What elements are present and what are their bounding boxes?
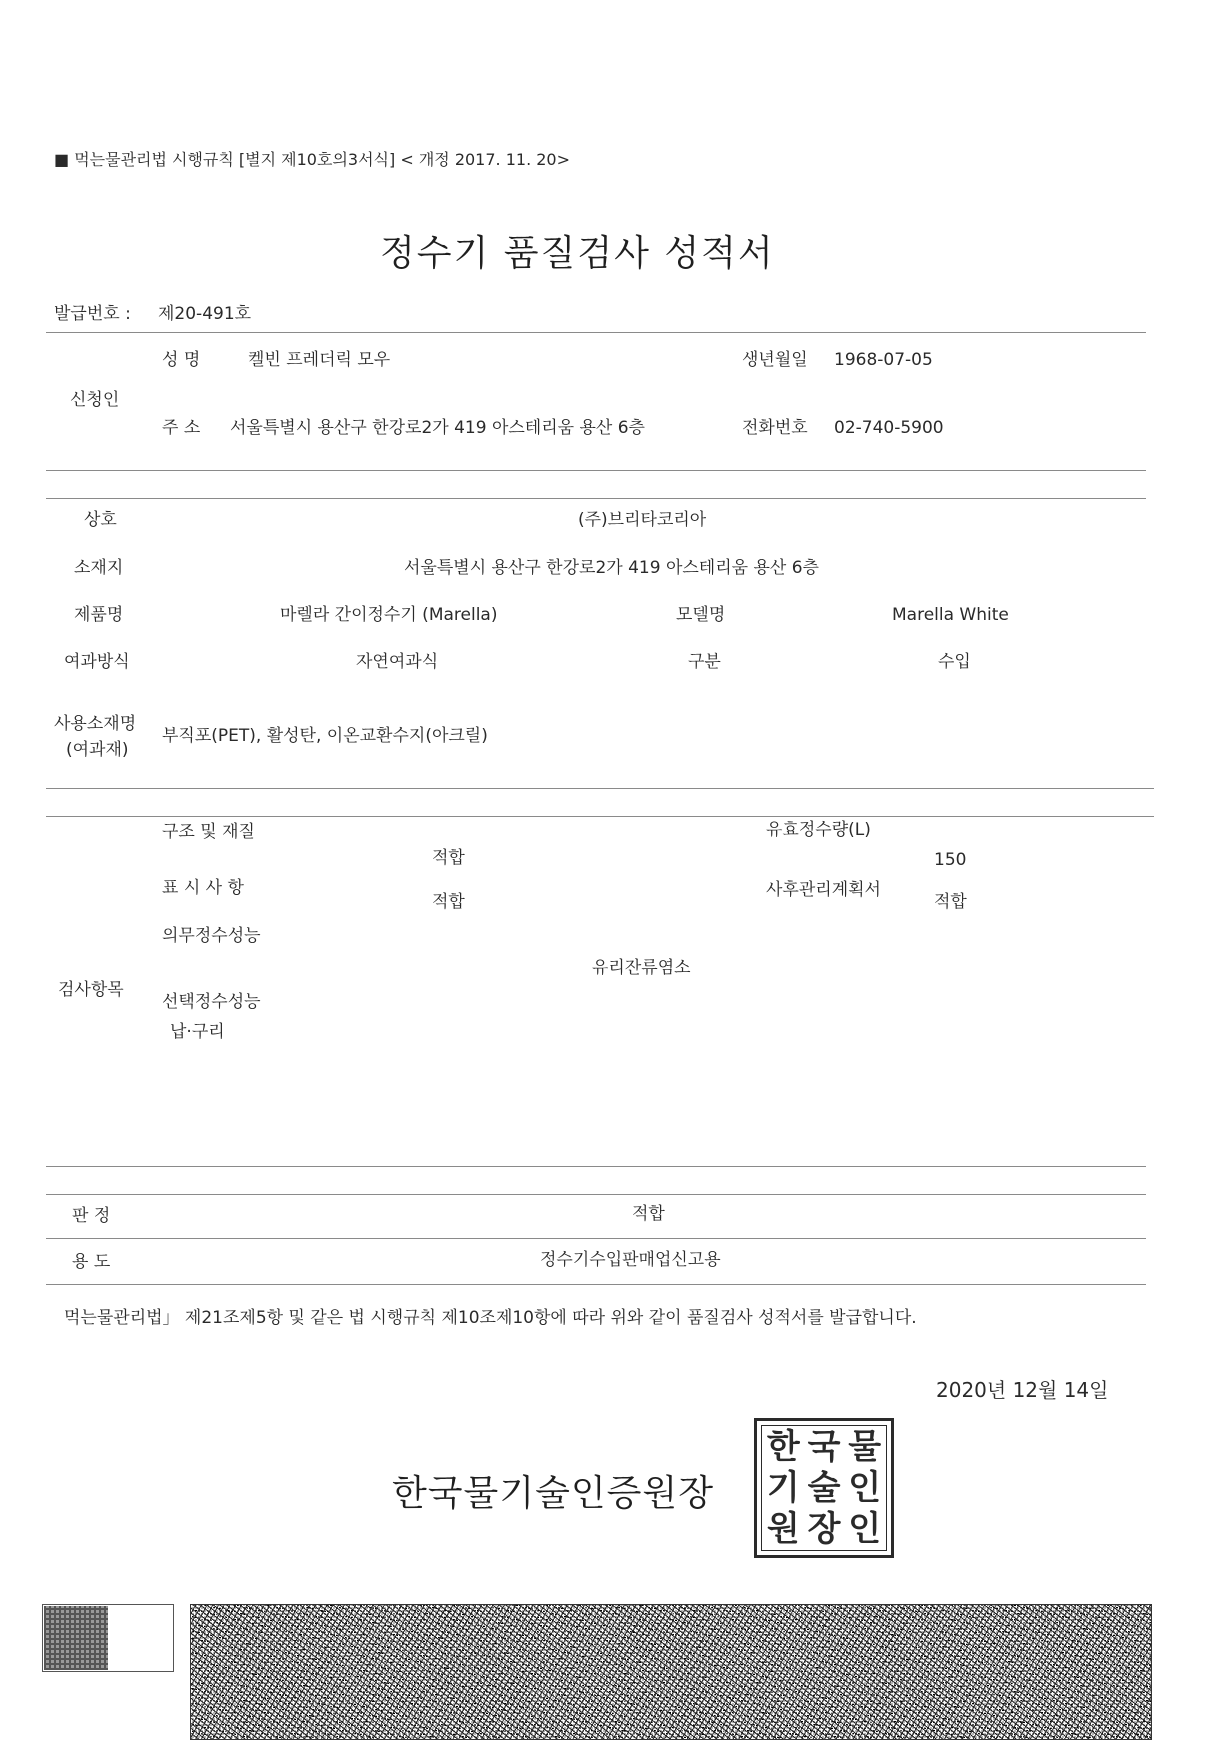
- mandatory-performance-value: 유리잔류염소: [592, 958, 691, 978]
- qr-code-icon: [44, 1606, 108, 1670]
- birth-date-label: 생년월일: [742, 350, 808, 370]
- material-label: 사용소재명: [54, 714, 137, 734]
- mandatory-performance-label: 의무정수성능: [162, 926, 261, 946]
- applicant-address: 서울특별시 용산구 한강로2가 419 아스테리움 용산 6층: [230, 418, 645, 438]
- capacity-label: 유효정수량(L): [766, 820, 871, 840]
- applicant-name: 켈빈 프레더릭 모우: [248, 350, 391, 370]
- marking-label: 표 시 사 항: [162, 878, 244, 898]
- inspection-section-label: 검사항목: [58, 980, 124, 1000]
- company-location-label: 소재지: [74, 558, 124, 578]
- seal-char: 인: [848, 1467, 882, 1508]
- phone-label: 전화번호: [742, 418, 808, 438]
- company-name: (주)브리타코리아: [578, 510, 707, 530]
- divider: [46, 470, 1146, 471]
- document-title: 정수기 품질검사 성적서: [380, 233, 775, 274]
- applicant-address-label: 주 소: [162, 418, 201, 438]
- company-name-label: 상호: [84, 510, 117, 530]
- issuer-name: 한국물기술인증원장: [392, 1473, 714, 1514]
- seal-char: 장: [807, 1508, 841, 1549]
- marking-result: 적합: [432, 892, 465, 912]
- optional-performance-value: 납·구리: [170, 1022, 225, 1042]
- company-location: 서울특별시 용산구 한강로2가 419 아스테리움 용산 6층: [404, 558, 819, 578]
- seal-characters: [763, 1427, 885, 1549]
- filter-method-label: 여과방식: [64, 652, 130, 672]
- divider: [46, 1238, 1146, 1239]
- model-name-label: 모델명: [676, 605, 726, 625]
- official-seal: [754, 1418, 894, 1558]
- seal-char: 국: [807, 1427, 841, 1468]
- divider: [46, 1284, 1146, 1285]
- issue-date: 2020년 12월 14일: [936, 1378, 1109, 1402]
- seal-char: 인: [848, 1508, 882, 1549]
- optional-performance-label: 선택정수성능: [162, 992, 261, 1012]
- applicant-section-label: 신청인: [70, 390, 120, 410]
- usage-value: 정수기수입판매업신고용: [540, 1250, 721, 1270]
- seal-char: 술: [807, 1467, 841, 1508]
- verdict-value: 적합: [632, 1204, 665, 1224]
- issuance-statement: 먹는물관리법」 제21조제5항 및 같은 법 시행규칙 제10조제10항에 따라 위와 같이 품질검사 성적서를 발급합니다.: [64, 1308, 917, 1328]
- divider: [46, 498, 1146, 499]
- birth-date: 1968-07-05: [834, 350, 933, 370]
- product-name: 마렐라 간이정수기 (Marella): [280, 605, 498, 625]
- seal-char: 원: [766, 1508, 800, 1549]
- issue-number: 제20-491호: [158, 304, 252, 324]
- structure-result: 적합: [432, 848, 465, 868]
- divider: [46, 788, 1154, 789]
- verdict-label: 판 정: [72, 1206, 111, 1226]
- category-label: 구분: [688, 652, 721, 672]
- material-label-sub: (여과재): [66, 740, 129, 760]
- usage-label: 용 도: [72, 1252, 111, 1272]
- divider: [46, 332, 1146, 333]
- product-name-label: 제품명: [74, 605, 124, 625]
- capacity-value: 150: [934, 850, 967, 870]
- divider: [46, 816, 1154, 817]
- qr-code-box: [42, 1604, 174, 1672]
- issue-number-label: 발급번호 :: [54, 304, 131, 324]
- divider: [46, 1194, 1146, 1195]
- aftercare-label: 사후관리계획서: [766, 880, 881, 900]
- model-name: Marella White: [892, 605, 1009, 625]
- seal-char: 기: [766, 1467, 800, 1508]
- aftercare-result: 적합: [934, 892, 967, 912]
- seal-char: 물: [848, 1427, 882, 1468]
- filter-method: 자연여과식: [356, 652, 439, 672]
- structure-label: 구조 및 재질: [162, 822, 255, 842]
- applicant-name-label: 성 명: [162, 350, 201, 370]
- security-pattern-strip: [190, 1604, 1152, 1740]
- category-value: 수입: [938, 652, 971, 672]
- material-value: 부직포(PET), 활성탄, 이온교환수지(아크릴): [162, 726, 488, 746]
- divider: [46, 1166, 1146, 1167]
- phone-number: 02-740-5900: [834, 418, 944, 438]
- form-reference: ■ 먹는물관리법 시행규칙 [별지 제10호의3서식] < 개정 2017. 11. 20>: [54, 150, 571, 169]
- seal-char: 한: [766, 1427, 800, 1468]
